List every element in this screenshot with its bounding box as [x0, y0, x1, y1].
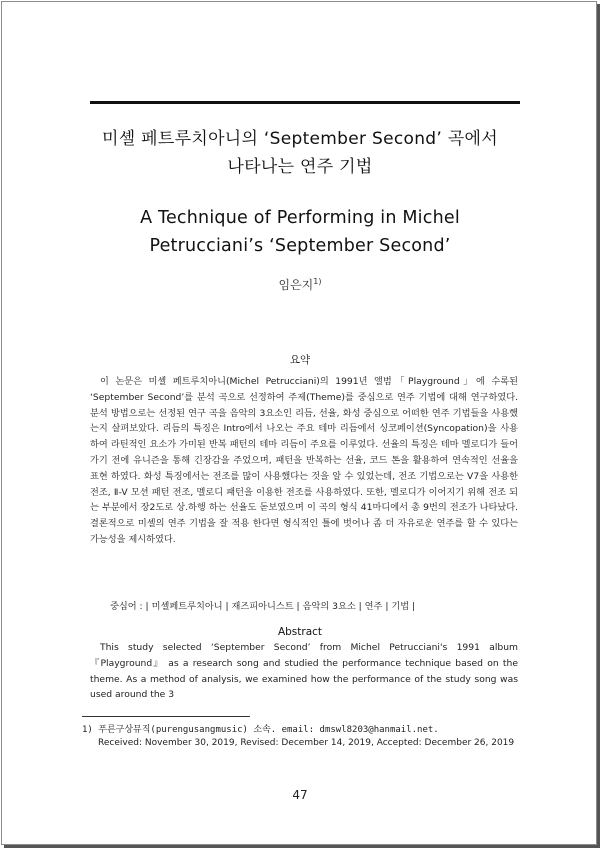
- english-abstract-heading: Abstract: [277, 626, 323, 638]
- footnote-rule: [82, 716, 250, 717]
- keywords-line: 중심어 : | 미셸페트루치아니 | 재즈피아니스트 | 음악의 3요소 | 연주 | 기법 |: [110, 601, 416, 612]
- korean-abstract-text: 이 논문은 미셸 페트루치아니(Michel Petrucciani)의 1991년 앨범「Playground」에 수록된 ‘September Second’를 분석 곡으로 선정하여 주제(Theme)를 중심으로 연주 기법에 대해 연구하였다. 분석 방법으로는 선정된 연구 곡을 음악의 3요소인 리듬, 선율, 화성 중심으로 어떠한 연주 기법들을 사용했는지 살펴보았다. 리듬의 특징은 Intro에서 나오는 주요 테마 리듬에서 싱코페이션(Syncopation)을 사용하여 라틴적인 요소가 가미된 반복 패턴의 테마 리듬이 주요를 이루었다. 선율의 특징은 테마 멜로디가 들어가기 전에 유니즌을 통해 긴장감을 주었으며, 패턴을 반복하는 선율, 코드 톤을 활용하여 연속적인 선율을 표현 하였다. 화성 특징에서는 전조를 많이 사용했다는 것을 알 수 있었는데, 전조 기법으로는 V7을 사용한 전조, Ⅱ-V 모션 패턴 전조, 멜로디 패턴을 이용한 전조를 사용하였다. 또한, 멜로디가 이어지기 위해 전조 되는 부분에서 장2도로 상.하행 하는 선율도 돋보였으며 이 곡의 형식 41마디에서 총 9번의 전조가 나타났다. 결론적으로 미셸의 연주 기법을 잘 적용 한다면 형식적인 틀에 벗어나 좀 더 자유로운 연주를 할 수 있다는 가능성을 제시하였다.: [90, 376, 518, 545]
- author-name: 임은지: [278, 278, 314, 292]
- author-footnote-mark: 1): [313, 277, 322, 286]
- english-title-line-1: A Technique of Performing in Michel: [140, 208, 460, 228]
- korean-title-line-2: 나타나는 연주 기법: [227, 157, 373, 177]
- author-line: [0, 276, 600, 293]
- korean-abstract-heading: 요약: [289, 354, 311, 366]
- english-abstract-text: This study selected ‘September Second’ from Michel Petrucciani's 1991 album 『Playground』 as a research song and studied the performance technique based on the theme. As a method of analysis, we examined how the performance of the study song was used around the 3: [90, 642, 518, 701]
- footnote-affiliation: 1) 푸른구상뮤직(purengusangmusic) 소속. email: dmswl8203@hanmail.net.: [82, 725, 439, 735]
- english-abstract-body: [90, 640, 518, 703]
- title-top-rule: [90, 101, 520, 104]
- page-number: 47: [292, 788, 308, 802]
- footnote-dates: Received: November 30, 2019, Revised: December 14, 2019, Accepted: December 26, 2019: [98, 738, 515, 748]
- korean-title-line-1: 미셸 페트루치아니의 ‘September Second’ 곡에서: [102, 129, 498, 149]
- korean-abstract-body: [90, 374, 518, 548]
- english-title-line-2: Petrucciani’s ‘September Second’: [149, 236, 451, 256]
